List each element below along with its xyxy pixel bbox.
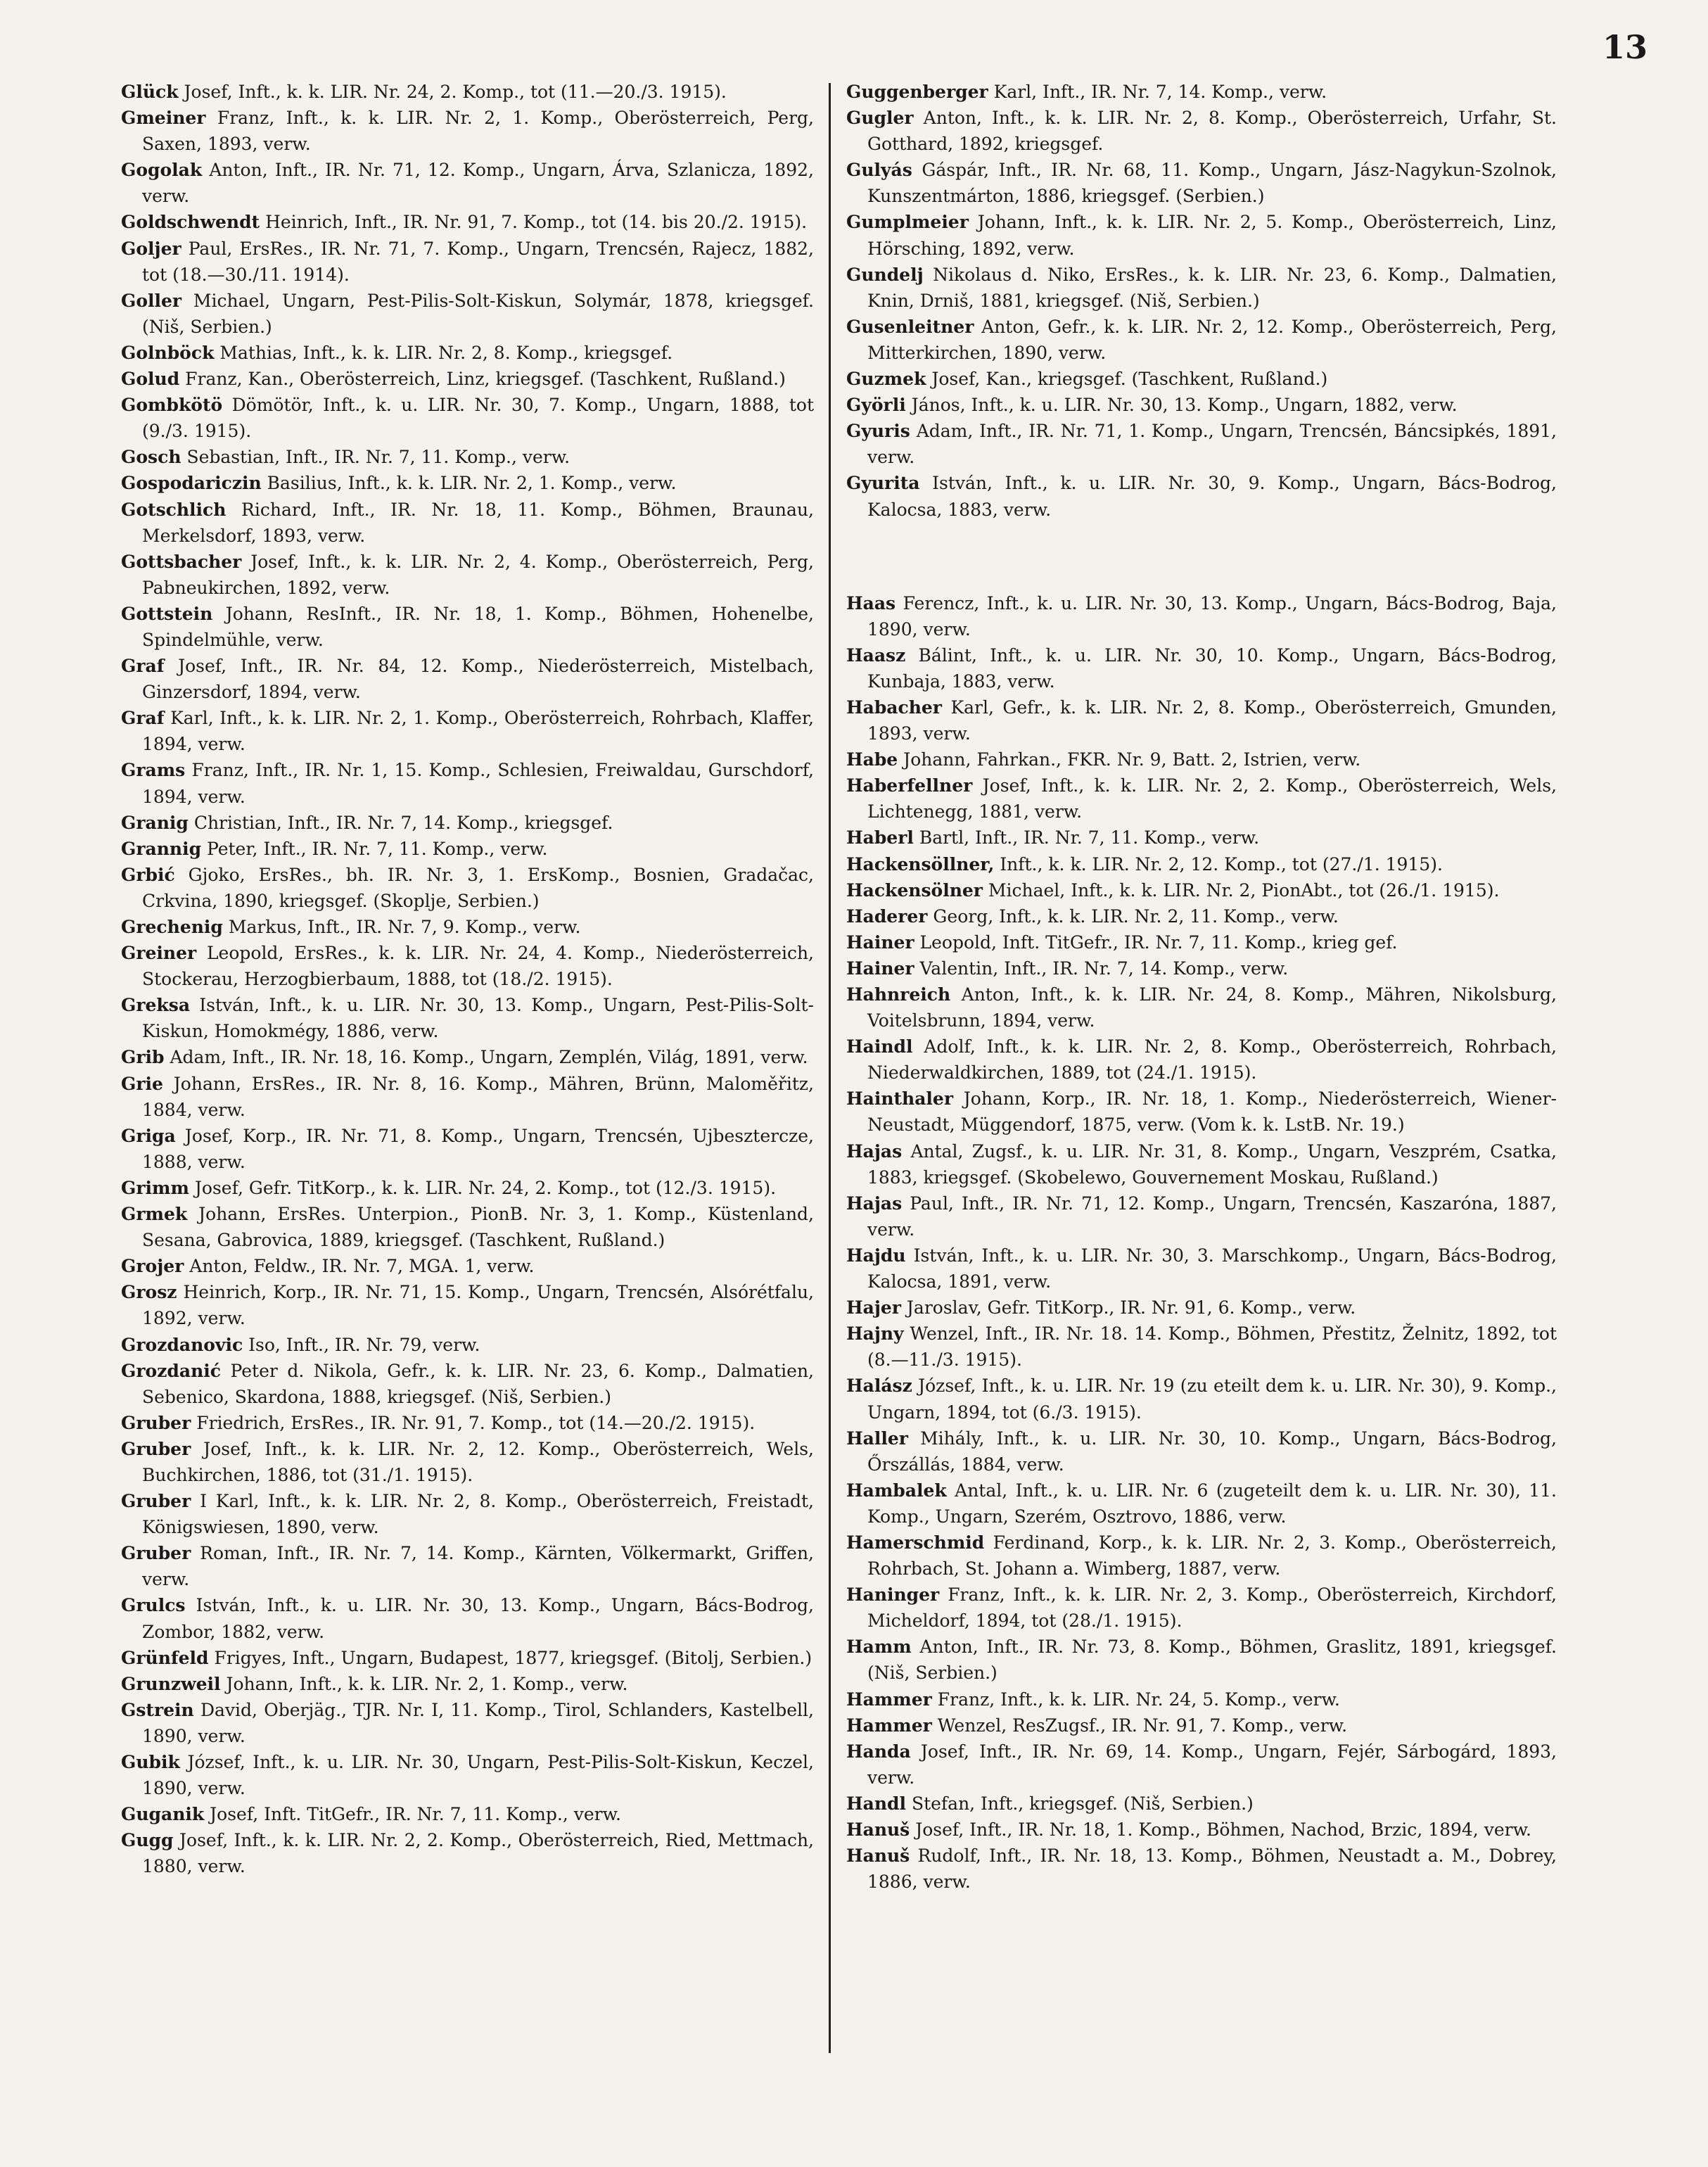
register-entry bbox=[121, 1410, 814, 1436]
entry-surname: Guzmek bbox=[846, 369, 926, 390]
entry-details: Basilius, Inft., k. k. LIR. Nr. 2, 1. Komp., verw. bbox=[267, 473, 677, 494]
register-entry bbox=[846, 877, 1557, 903]
register-entry bbox=[121, 392, 814, 444]
entry-details: Inft., k. k. LIR. Nr. 2, 12. Komp., tot (27./1. 1915). bbox=[1000, 853, 1443, 875]
register-entry bbox=[846, 1712, 1557, 1739]
entry-details: Paul, ErsRes., IR. Nr. 71, 7. Komp., Ungarn, Trencsén, Rajecz, 1882, tot (18.—30./11. 1914). bbox=[142, 238, 814, 285]
register-entry bbox=[121, 1697, 814, 1749]
register-entry bbox=[121, 1279, 814, 1331]
entry-details: Antal, Zugsf., k. u. LIR. Nr. 31, 8. Komp., Ungarn, Veszprém, Csatka, 1883, kriegsgef. (Skobelewo, Gouvernement Moskau, Rußland.) bbox=[867, 1140, 1557, 1188]
entry-surname: Goldschwendt bbox=[121, 212, 260, 233]
entry-details: Valentin, Inft., IR. Nr. 7, 14. Komp., verw. bbox=[919, 958, 1289, 979]
entry-details: Johann, Fahrkan., FKR. Nr. 9, Batt. 2, Istrien, verw. bbox=[903, 749, 1361, 770]
entry-details: Leopold, Inft. TitGefr., IR. Nr. 7, 11. Komp., krieg gef. bbox=[919, 932, 1398, 953]
register-entry bbox=[846, 1530, 1557, 1582]
entry-surname: Hahnreich bbox=[846, 984, 951, 1005]
entry-details: Stefan, Inft., kriegsgef. (Niš, Serbien.) bbox=[911, 1793, 1254, 1814]
entry-details: Nikolaus d. Niko, ErsRes., k. k. LIR. Nr. 23, 6. Komp., Dalmatien, Knin, Drniš, 1881, kriegsgef. (Niš, Serbien.) bbox=[867, 264, 1557, 311]
entry-details: Karl, Inft., k. k. LIR. Nr. 2, 1. Komp., Oberösterreich, Rohrbach, Klaffer, 1894, verw. bbox=[142, 708, 815, 755]
h-entries bbox=[846, 590, 1557, 1895]
register-entry bbox=[121, 1671, 814, 1697]
entry-surname: Grojer bbox=[121, 1256, 184, 1277]
entry-surname: Gottstein bbox=[121, 603, 213, 624]
entry-details: Josef, Inft., IR. Nr. 18, 1. Komp., Böhmen, Nachod, Brzic, 1894, verw. bbox=[915, 1819, 1531, 1840]
entry-surname: Hainthaler bbox=[846, 1088, 953, 1110]
entry-surname: Hajas bbox=[846, 1140, 903, 1162]
entry-details: Karl, Inft., IR. Nr. 7, 14. Komp., verw. bbox=[993, 82, 1327, 102]
register-entry bbox=[846, 1686, 1557, 1712]
entry-surname: Hanuš bbox=[846, 1845, 910, 1867]
entry-details: Anton, Inft., k. k. LIR. Nr. 2, 8. Komp., Oberösterreich, Urfahr, St. Gotthard, 1892, kriegsgef. bbox=[867, 108, 1557, 155]
register-entry bbox=[121, 444, 814, 470]
entry-details: Josef, Inft. TitGefr., IR. Nr. 7, 11. Komp., verw. bbox=[210, 1804, 621, 1825]
register-entry bbox=[846, 773, 1557, 825]
entry-surname: Habacher bbox=[846, 697, 942, 718]
register-entry bbox=[846, 1138, 1557, 1190]
entry-details: Franz, Kan., Oberösterreich, Linz, kriegsgef. (Taschkent, Rußland.) bbox=[185, 369, 786, 390]
entry-surname: Haderer bbox=[846, 905, 928, 927]
entry-details: Anton, Inft., IR. Nr. 71, 12. Komp., Ungarn, Árva, Szlanicza, 1892, verw. bbox=[142, 160, 814, 207]
entry-surname: Gyurita bbox=[846, 473, 920, 494]
register-entry bbox=[121, 1175, 814, 1201]
register-entry bbox=[846, 1373, 1557, 1425]
entry-surname: Gulyás bbox=[846, 160, 912, 181]
entry-surname: Hajer bbox=[846, 1297, 901, 1318]
register-entry bbox=[121, 601, 814, 653]
register-entry bbox=[121, 705, 814, 757]
entry-surname: Gruber bbox=[121, 1412, 191, 1433]
entry-details: Josef, Inft., IR. Nr. 69, 14. Komp., Ungarn, Fejér, Sárbogárd, 1893, verw. bbox=[867, 1741, 1557, 1788]
entry-surname: Hajas bbox=[846, 1193, 903, 1214]
register-entry bbox=[846, 366, 1557, 392]
entry-surname: Gotschlich bbox=[121, 499, 227, 520]
entry-surname: Hamm bbox=[846, 1637, 912, 1658]
register-entry bbox=[846, 1190, 1557, 1243]
entry-surname: Glück bbox=[121, 82, 179, 102]
entry-surname: Gospodariczin bbox=[121, 473, 262, 494]
register-entry bbox=[121, 1801, 814, 1827]
entry-details: Johann, ResInft., IR. Nr. 18, 1. Komp., Böhmen, Hohenelbe, Spindelmühle, verw. bbox=[142, 603, 814, 650]
register-entry bbox=[121, 1253, 814, 1279]
register-entry bbox=[846, 1582, 1557, 1634]
register-entry bbox=[121, 549, 814, 601]
entry-surname: Greksa bbox=[121, 995, 191, 1016]
register-entry bbox=[121, 1827, 814, 1879]
entry-surname: Györli bbox=[846, 395, 906, 416]
entry-surname: Hackensölner bbox=[846, 879, 983, 901]
entry-details: Karl, Gefr., k. k. LIR. Nr. 2, 8. Komp., Oberösterreich, Gmunden, 1893, verw. bbox=[867, 697, 1557, 744]
entry-details: István, Inft., k. u. LIR. Nr. 30, 3. Marschkomp., Ungarn, Bács-Bodrog, Kalocsa, 1891, verw. bbox=[867, 1245, 1557, 1292]
register-entry bbox=[846, 746, 1557, 773]
entry-surname: Hainer bbox=[846, 932, 914, 953]
entry-surname: Gstrein bbox=[121, 1699, 194, 1720]
page-number: 13 bbox=[1602, 28, 1648, 66]
entry-details: Josef, Inft., k. k. LIR. Nr. 2, 2. Komp., Oberösterreich, Wels, Lichtenegg, 1881, verw. bbox=[867, 775, 1557, 822]
entry-details: Paul, Inft., IR. Nr. 71, 12. Komp., Ungarn, Trencsén, Kaszaróna, 1887, verw. bbox=[867, 1193, 1557, 1240]
entry-details: Mihály, Inft., k. u. LIR. Nr. 30, 10. Komp., Ungarn, Bács-Bodrog, Őrszállás, 1884, verw. bbox=[867, 1428, 1557, 1475]
entry-surname: Haller bbox=[846, 1428, 908, 1449]
entry-details: Adam, Inft., IR. Nr. 18, 16. Komp., Ungarn, Zemplén, Világ, 1891, verw. bbox=[170, 1047, 808, 1068]
entry-surname: Goller bbox=[121, 290, 182, 311]
entry-details: János, Inft., k. u. LIR. Nr. 30, 13. Komp., Ungarn, 1882, verw. bbox=[911, 395, 1458, 416]
entry-surname: Grams bbox=[121, 760, 186, 781]
entry-details: Johann, Inft., k. k. LIR. Nr. 2, 1. Komp., verw. bbox=[226, 1673, 628, 1694]
entry-details: Bálint, Inft., k. u. LIR. Nr. 30, 10. Komp., Ungarn, Bács-Bodrog, Kunbaja, 1883, verw. bbox=[867, 644, 1557, 692]
register-entry bbox=[121, 79, 814, 105]
entry-details: Richard, Inft., IR. Nr. 18, 11. Komp., Böhmen, Braunau, Merkelsdorf, 1893, verw. bbox=[142, 499, 814, 546]
register-entry bbox=[846, 79, 1557, 105]
entry-details: Josef, Gefr. TitKorp., k. k. LIR. Nr. 24, 2. Komp., tot (12./3. 1915). bbox=[194, 1177, 777, 1198]
register-entry bbox=[846, 470, 1557, 522]
entry-surname: Griga bbox=[121, 1125, 176, 1146]
register-entry bbox=[121, 1540, 814, 1592]
entry-surname: Graf bbox=[121, 708, 165, 729]
entry-details: Johann, Korp., IR. Nr. 18, 1. Komp., Niederösterreich, Wiener-Neustadt, Müggendorf, 1875, verw. (Vom k. k. LstB. Nr. 19.) bbox=[867, 1088, 1557, 1136]
entry-surname: Greiner bbox=[121, 943, 197, 964]
entry-surname: Gogolak bbox=[121, 160, 203, 181]
entry-details: Franz, Inft., IR. Nr. 1, 15. Komp., Schlesien, Freiwaldau, Gurschdorf, 1894, verw. bbox=[142, 760, 814, 807]
entry-surname: Grechenig bbox=[121, 917, 223, 937]
entry-details: Ferdinand, Korp., k. k. LIR. Nr. 2, 3. Komp., Oberösterreich, Rohrbach, St. Johann a. Wimberg, 1887, verw. bbox=[867, 1532, 1557, 1580]
entry-details: Anton, Inft., k. k. LIR. Nr. 24, 8. Komp., Mähren, Nikolsburg, Voitelsbrunn, 1894, verw. bbox=[867, 984, 1557, 1031]
register-entry bbox=[121, 236, 814, 288]
entry-surname: Haberfellner bbox=[846, 775, 973, 796]
entry-surname: Haas bbox=[846, 592, 896, 614]
entry-details: Peter, Inft., IR. Nr. 7, 11. Komp., verw. bbox=[207, 838, 548, 859]
entry-surname: Haninger bbox=[846, 1584, 940, 1606]
entry-surname: Grannig bbox=[121, 838, 202, 859]
entry-details: Sebastian, Inft., IR. Nr. 7, 11. Komp., verw. bbox=[186, 447, 571, 468]
entry-details: Wenzel, ResZugsf., IR. Nr. 91, 7. Komp., verw. bbox=[937, 1715, 1348, 1736]
entry-surname: Goljer bbox=[121, 238, 181, 259]
entry-details: Bartl, Inft., IR. Nr. 7, 11. Komp., verw. bbox=[919, 827, 1260, 849]
register-entry bbox=[846, 105, 1557, 157]
entry-details: David, Oberjäg., TJR. Nr. I, 11. Komp., Tirol, Schlanders, Kastelbell, 1890, verw. bbox=[142, 1699, 814, 1746]
register-entry bbox=[846, 1034, 1557, 1086]
entry-surname: Golnböck bbox=[121, 342, 215, 363]
register-entry bbox=[121, 497, 814, 549]
register-entry bbox=[846, 1739, 1557, 1791]
entry-details: Rudolf, Inft., IR. Nr. 18, 13. Komp., Böhmen, Neustadt a. M., Dobrey, 1886, verw. bbox=[867, 1845, 1557, 1893]
entry-surname: Gubik bbox=[121, 1752, 180, 1772]
entry-surname: Hackensöllner, bbox=[846, 853, 995, 875]
entry-surname: Handa bbox=[846, 1741, 911, 1762]
register-entry bbox=[121, 940, 814, 992]
register-entry bbox=[121, 157, 814, 209]
register-entry bbox=[846, 314, 1557, 366]
entry-surname: Grulcs bbox=[121, 1595, 186, 1616]
entry-surname: Halász bbox=[846, 1375, 912, 1397]
register-entry bbox=[121, 1044, 814, 1070]
entry-details: József, Inft., k. u. LIR. Nr. 30, Ungarn, Pest-Pilis-Solt-Kiskun, Keczel, 1890, verw. bbox=[142, 1752, 814, 1799]
register-entry bbox=[121, 288, 814, 340]
register-entry bbox=[846, 825, 1557, 851]
register-entry bbox=[121, 1201, 814, 1253]
entry-details: István, Inft., k. u. LIR. Nr. 30, 9. Komp., Ungarn, Bács-Bodrog, Kalocsa, 1883, verw. bbox=[867, 473, 1557, 520]
entry-details: Georg, Inft., k. k. LIR. Nr. 2, 11. Komp., verw. bbox=[933, 905, 1339, 927]
register-entry bbox=[846, 209, 1557, 261]
entry-details: Josef, Inft., k. k. LIR. Nr. 2, 4. Komp., Oberösterreich, Perg, Pabneukirchen, 1892, verw. bbox=[142, 551, 814, 598]
register-entry bbox=[121, 1436, 814, 1488]
entry-surname: Haberl bbox=[846, 827, 914, 849]
register-entry bbox=[121, 105, 814, 157]
register-entry bbox=[121, 1071, 814, 1123]
register-entry bbox=[846, 694, 1557, 746]
entry-details: Antal, Inft., k. u. LIR. Nr. 6 (zugeteilt dem k. u. LIR. Nr. 30), 11. Komp., Ungarn, Szerém, Osztrovo, 1886, verw. bbox=[867, 1480, 1557, 1527]
register-entry bbox=[846, 929, 1557, 955]
entry-surname: Gugg bbox=[121, 1830, 174, 1851]
register-entry bbox=[121, 340, 814, 366]
entry-details: Mathias, Inft., k. k. LIR. Nr. 2, 8. Komp., kriegsgef. bbox=[219, 342, 673, 363]
register-entry bbox=[121, 1592, 814, 1644]
entry-surname: Granig bbox=[121, 812, 189, 833]
register-entry bbox=[846, 955, 1557, 981]
entry-details: Michael, Ungarn, Pest-Pilis-Solt-Kiskun, Solymár, 1878, kriegsgef. (Niš, Serbien.) bbox=[142, 290, 814, 337]
register-entry bbox=[846, 590, 1557, 642]
entry-surname: Hamerschmid bbox=[846, 1532, 985, 1553]
entry-details: Iso, Inft., IR. Nr. 79, verw. bbox=[248, 1334, 480, 1355]
entry-details: Jaroslav, Gefr. TitKorp., IR. Nr. 91, 6. Komp., verw. bbox=[906, 1297, 1356, 1318]
entry-surname: Gusenleitner bbox=[846, 316, 974, 337]
g-entries bbox=[846, 79, 1557, 523]
register-entry bbox=[121, 470, 814, 496]
register-entry bbox=[121, 1645, 814, 1671]
register-entry bbox=[846, 1425, 1557, 1478]
register-entry bbox=[121, 1749, 814, 1801]
entry-details: Josef, Inft., k. k. LIR. Nr. 2, 12. Komp., Oberösterreich, Wels, Buchkirchen, 1886, tot (31./1. 1915). bbox=[142, 1438, 814, 1485]
entry-surname: Hammer bbox=[846, 1689, 932, 1710]
entry-details: Josef, Inft., IR. Nr. 84, 12. Komp., Niederösterreich, Mistelbach, Ginzersdorf, 1894, verw. bbox=[142, 656, 814, 703]
entry-details: Franz, Inft., k. k. LIR. Nr. 24, 5. Komp., verw. bbox=[937, 1689, 1340, 1710]
entry-details: Josef, Kan., kriegsgef. (Taschkent, Rußland.) bbox=[931, 369, 1328, 390]
entry-surname: Handl bbox=[846, 1793, 906, 1814]
entry-surname: Grmek bbox=[121, 1204, 188, 1225]
register-entry bbox=[121, 209, 814, 235]
register-entry bbox=[121, 366, 814, 392]
entry-surname: Grunzweil bbox=[121, 1673, 221, 1694]
entry-details: Anton, Feldw., IR. Nr. 7, MGA. 1, verw. bbox=[189, 1256, 535, 1277]
entry-surname: Gumplmeier bbox=[846, 212, 969, 233]
entry-surname: Grimm bbox=[121, 1177, 189, 1198]
entry-details: Christian, Inft., IR. Nr. 7, 14. Komp., kriegsgef. bbox=[193, 812, 613, 833]
entry-details: Michael, Inft., k. k. LIR. Nr. 2, PionAbt., tot (26./1. 1915). bbox=[988, 879, 1500, 901]
entry-details: Johann, ErsRes., IR. Nr. 8, 16. Komp., Mähren, Brünn, Maloměřitz, 1884, verw. bbox=[142, 1073, 814, 1120]
entry-surname: Grie bbox=[121, 1073, 163, 1094]
entry-details: Heinrich, Korp., IR. Nr. 71, 15. Komp., Ungarn, Trencsén, Alsórétfalu, 1892, verw. bbox=[142, 1282, 814, 1329]
register-entry bbox=[846, 1321, 1557, 1373]
entry-surname: Grbić bbox=[121, 864, 175, 885]
entry-surname: Hanuš bbox=[846, 1819, 910, 1840]
entry-details: József, Inft., k. u. LIR. Nr. 19 (zu eteilt dem k. u. LIR. Nr. 30), 9. Komp., Ungarn, 1894, tot (6./3. 1915). bbox=[867, 1375, 1557, 1423]
entry-surname: Gruber bbox=[121, 1491, 191, 1512]
register-entry bbox=[121, 1123, 814, 1175]
section-gap bbox=[846, 523, 1557, 590]
register-entry bbox=[846, 903, 1557, 929]
register-entry bbox=[121, 1488, 814, 1540]
entry-surname: Golud bbox=[121, 369, 180, 390]
entry-details: Adam, Inft., IR. Nr. 71, 1. Komp., Ungarn, Trencsén, Báncsipkés, 1891, verw. bbox=[867, 421, 1557, 468]
register-entry bbox=[846, 1843, 1557, 1895]
entry-surname: Graf bbox=[121, 656, 165, 677]
entry-surname: Gugler bbox=[846, 108, 914, 129]
entry-surname: Hainer bbox=[846, 958, 914, 979]
entry-details: Gjoko, ErsRes., bh. IR. Nr. 3, 1. ErsKomp., Bosnien, Gradačac, Crkvina, 1890, kriegsgef. (Skoplje, Serbien.) bbox=[142, 864, 814, 911]
register-entry bbox=[121, 757, 814, 809]
entry-details: Gáspár, Inft., IR. Nr. 68, 11. Komp., Ungarn, Jász-Nagykun-Szolnok, Kunszentmárton, 1886, kriegsgef. (Serbien.) bbox=[867, 160, 1557, 207]
entry-details: Josef, Inft., k. k. LIR. Nr. 2, 2. Komp., Oberösterreich, Ried, Mettmach, 1880, verw. bbox=[142, 1830, 814, 1877]
register-entry bbox=[121, 653, 814, 705]
entry-surname: Gombkötö bbox=[121, 395, 223, 416]
entry-details: Frigyes, Inft., Ungarn, Budapest, 1877, kriegsgef. (Bitolj, Serbien.) bbox=[214, 1647, 812, 1668]
entry-surname: Gmeiner bbox=[121, 108, 206, 129]
register-entry bbox=[846, 1295, 1557, 1321]
entry-surname: Grozdanić bbox=[121, 1360, 221, 1381]
entry-details: Anton, Inft., IR. Nr. 73, 8. Komp., Böhmen, Graslitz, 1891, kriegsgef. (Niš, Serbien.) bbox=[867, 1637, 1557, 1684]
entry-details: István, Inft., k. u. LIR. Nr. 30, 13. Komp., Ungarn, Bács-Bodrog, Zombor, 1882, verw. bbox=[142, 1595, 814, 1642]
entry-details: Leopold, ErsRes., k. k. LIR. Nr. 24, 4. Komp., Niederösterreich, Stockerau, Herzogbierbaum, 1888, tot (18./2. 1915). bbox=[142, 943, 815, 990]
register-entry bbox=[846, 1817, 1557, 1843]
entry-details: Franz, Inft., k. k. LIR. Nr. 2, 1. Komp., Oberösterreich, Perg, Saxen, 1893, verw. bbox=[142, 108, 814, 155]
register-entry bbox=[121, 992, 814, 1044]
entry-surname: Grib bbox=[121, 1047, 165, 1068]
register-entry bbox=[846, 392, 1557, 418]
entry-surname: Hajny bbox=[846, 1323, 904, 1345]
entry-surname: Hambalek bbox=[846, 1480, 947, 1501]
entry-surname: Gruber bbox=[121, 1438, 191, 1459]
entry-details: Franz, Inft., k. k. LIR. Nr. 2, 3. Komp., Oberösterreich, Kirchdorf, Micheldorf, 1894, tot (28./1. 1915). bbox=[867, 1584, 1557, 1632]
entry-details: Ferencz, Inft., k. u. LIR. Nr. 30, 13. Komp., Ungarn, Bács-Bodrog, Baja, 1890, verw. bbox=[867, 592, 1557, 640]
register-entry bbox=[121, 1358, 814, 1410]
column-divider bbox=[829, 83, 831, 2053]
entry-details: Peter d. Nikola, Gefr., k. k. LIR. Nr. 23, 6. Komp., Dalmatien, Sebenico, Skardona, 1888, kriegsgef. (Niš, Serbien.) bbox=[142, 1360, 815, 1407]
left-column bbox=[121, 79, 814, 1879]
entry-surname: Haindl bbox=[846, 1036, 913, 1057]
entry-details: I Karl, Inft., k. k. LIR. Nr. 2, 8. Komp., Oberösterreich, Freistadt, Königswiesen, 1890, verw. bbox=[142, 1491, 814, 1538]
entry-surname: Gundelj bbox=[846, 264, 924, 285]
entry-details: Josef, Inft., k. k. LIR. Nr. 24, 2. Komp., tot (11.—20./3. 1915). bbox=[184, 82, 727, 102]
entry-surname: Gosch bbox=[121, 447, 181, 468]
entry-surname: Guganik bbox=[121, 1804, 205, 1825]
register-entry bbox=[846, 1791, 1557, 1817]
register-entry bbox=[846, 642, 1557, 694]
register-entry bbox=[846, 1634, 1557, 1686]
register-entry bbox=[121, 914, 814, 940]
entry-details: Markus, Inft., IR. Nr. 7, 9. Komp., verw. bbox=[228, 917, 581, 937]
entry-details: Wenzel, Inft., IR. Nr. 18. 14. Komp., Böhmen, Přestitz, Želnitz, 1892, tot (8.—11./3. 1915). bbox=[867, 1323, 1557, 1371]
entry-surname: Gottsbacher bbox=[121, 551, 242, 572]
entry-details: Dömötör, Inft., k. u. LIR. Nr. 30, 7. Komp., Ungarn, 1888, tot (9./3. 1915). bbox=[142, 395, 814, 442]
entry-details: Roman, Inft., IR. Nr. 7, 14. Komp., Kärnten, Völkermarkt, Griffen, verw. bbox=[142, 1543, 814, 1590]
entry-details: Johann, ErsRes. Unterpion., PionB. Nr. 3, 1. Komp., Küstenland, Sesana, Gabrovica, 1889, kriegsgef. (Taschkent, Rußland.) bbox=[142, 1204, 814, 1251]
entry-surname: Gruber bbox=[121, 1543, 191, 1564]
register-entry bbox=[846, 157, 1557, 209]
entry-surname: Hajdu bbox=[846, 1245, 906, 1266]
register-entry bbox=[846, 1243, 1557, 1295]
register-entry bbox=[121, 836, 814, 862]
entry-surname: Grünfeld bbox=[121, 1647, 209, 1668]
entry-details: Johann, Inft., k. k. LIR. Nr. 2, 5. Komp., Oberösterreich, Linz, Hörsching, 1892, verw. bbox=[867, 212, 1557, 259]
register-entry bbox=[846, 1478, 1557, 1530]
register-entry bbox=[846, 981, 1557, 1034]
entry-details: Friedrich, ErsRes., IR. Nr. 91, 7. Komp., tot (14.—20./2. 1915). bbox=[196, 1412, 756, 1433]
right-column bbox=[846, 79, 1557, 1895]
entry-details: Heinrich, Inft., IR. Nr. 91, 7. Komp., tot (14. bis 20./2. 1915). bbox=[265, 212, 808, 233]
entry-surname: Guggenberger bbox=[846, 82, 988, 102]
register-entry bbox=[846, 851, 1557, 877]
entry-details: Anton, Gefr., k. k. LIR. Nr. 2, 12. Komp., Oberösterreich, Perg, Mitterkirchen, 1890, verw. bbox=[867, 316, 1557, 363]
register-entry bbox=[846, 418, 1557, 470]
register-entry bbox=[121, 1332, 814, 1358]
register-entry bbox=[121, 810, 814, 836]
entry-surname: Grosz bbox=[121, 1282, 177, 1303]
entry-surname: Gyuris bbox=[846, 421, 910, 442]
entry-surname: Haasz bbox=[846, 644, 906, 666]
register-entry bbox=[121, 862, 814, 914]
entry-details: Josef, Korp., IR. Nr. 71, 8. Komp., Ungarn, Trencsén, Ujbesztercze, 1888, verw. bbox=[142, 1125, 814, 1172]
entry-details: Adolf, Inft., k. k. LIR. Nr. 2, 8. Komp., Oberösterreich, Rohrbach, Niederwaldkirchen, 1889, tot (24./1. 1915). bbox=[867, 1036, 1557, 1084]
entry-surname: Habe bbox=[846, 749, 898, 770]
register-entry bbox=[846, 1086, 1557, 1138]
entry-details: István, Inft., k. u. LIR. Nr. 30, 13. Komp., Ungarn, Pest-Pilis-Solt-Kiskun, Homokmégy, 1886, verw. bbox=[142, 995, 814, 1042]
entry-surname: Hammer bbox=[846, 1715, 932, 1736]
register-entry bbox=[846, 262, 1557, 314]
entry-surname: Grozdanovic bbox=[121, 1334, 243, 1355]
